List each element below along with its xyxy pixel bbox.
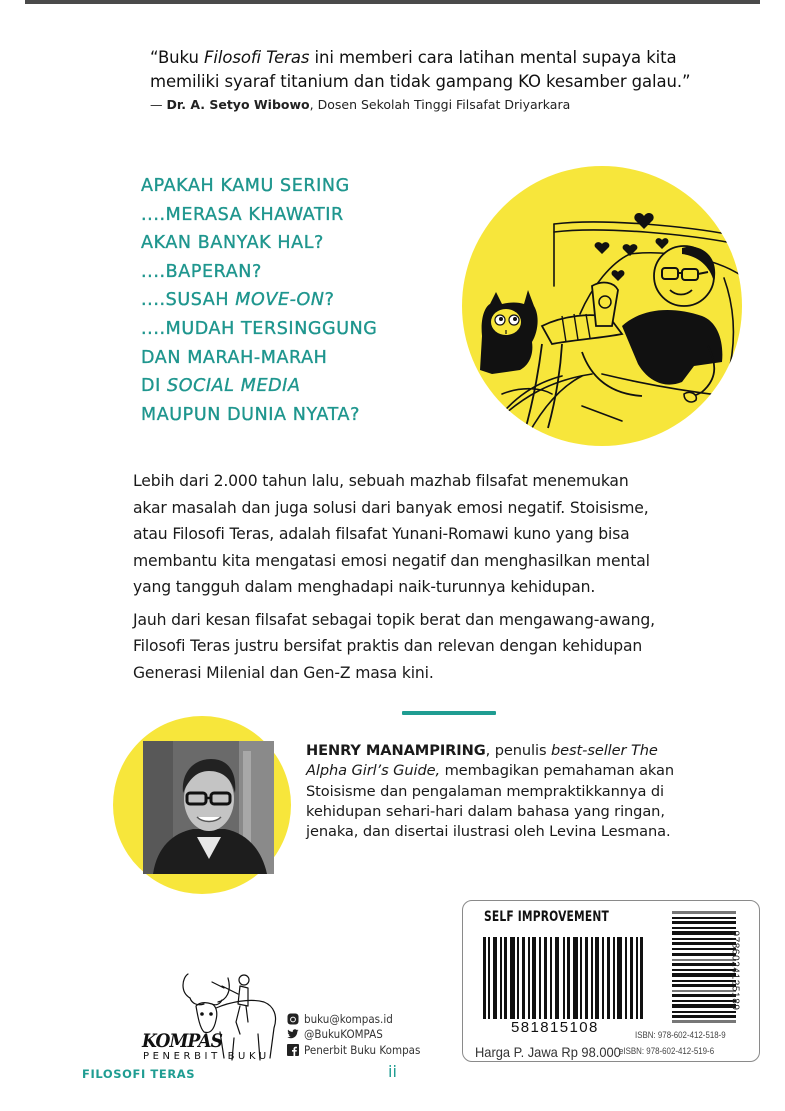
- description-paragraph-2: [133, 607, 733, 687]
- question-list: [141, 172, 461, 429]
- description-line: yang tangguh dalam menghadapi naik-turunnya kehidupan.: [133, 578, 596, 596]
- quote-text: ini memberi cara latihan mental supaya kita: [309, 48, 677, 67]
- attribution-name: Dr. A. Setyo Wibowo: [166, 97, 310, 112]
- bio-line: jenaka, dan disertai ilustrasi oleh Levina Lesmana.: [306, 823, 671, 841]
- question-italic: MOVE-ON: [235, 290, 325, 311]
- inventory-barcode-number: 581815108: [511, 1019, 599, 1036]
- question-text: ?: [324, 290, 335, 311]
- isbn-barcode: [672, 911, 736, 1023]
- question-italic: SOCIAL MEDIA: [167, 376, 301, 397]
- quote-line-1: [150, 46, 750, 70]
- isbn-barcode-digits: 9786024125189: [729, 930, 741, 1011]
- author-bio: [306, 741, 756, 842]
- description-line: atau Filosofi Teras, adalah filsafat Yunani-Romawi kuno yang bisa: [133, 525, 630, 543]
- illustration-circle: [462, 166, 742, 446]
- description: [133, 468, 733, 686]
- quote-book-title: Filosofi Teras: [203, 48, 310, 67]
- contact-facebook[interactable]: [287, 1042, 433, 1058]
- contact-twitter[interactable]: [287, 1027, 433, 1043]
- price-sticker: [462, 900, 760, 1062]
- bio-line: kehidupan sehari-hari dalam bahasa yang ringan,: [306, 802, 665, 820]
- description-line: Lebih dari 2.000 tahun lalu, sebuah mazhab filsafat menemukan: [133, 472, 629, 490]
- publisher-subtitle: PENERBIT BUKU: [143, 1051, 270, 1062]
- email-icon: [287, 1013, 299, 1025]
- bio-line: [306, 741, 756, 761]
- bio-text: , penulis: [485, 742, 551, 759]
- attribution-dash: —: [150, 97, 167, 112]
- attribution-role: , Dosen Sekolah Tinggi Filsafat Driyarkara: [309, 97, 571, 112]
- kompas-wordmark: KOMPAS: [142, 1030, 223, 1052]
- bio-italic: best-seller The: [551, 742, 658, 759]
- contact-twitter-text[interactable]: @BukuKOMPAS: [304, 1027, 383, 1042]
- contact-email[interactable]: [287, 1011, 433, 1027]
- section-divider: [402, 711, 496, 715]
- author-photo: [143, 741, 274, 874]
- endorsement-quote: [150, 46, 750, 114]
- twitter-icon: [287, 1028, 299, 1040]
- bio-line: [306, 761, 756, 781]
- description-line: Generasi Milenial dan Gen-Z masa kini.: [133, 663, 434, 682]
- question-line: ....MUDAH TERSINGGUNG: [141, 318, 378, 339]
- description-line: membantu kita mengatasi emosi negatif dan menghasilkan mental: [133, 551, 650, 570]
- author-name: HENRY MANAMPIRING: [306, 742, 486, 759]
- description-line: Jauh dari kesan filsafat sebagai topik berat dan mengawang-awang,: [133, 610, 655, 629]
- facebook-icon: [287, 1044, 299, 1056]
- contact-email-text[interactable]: buku@kompas.id: [304, 1011, 393, 1026]
- footer-book-title: FILOSOFI TERAS: [82, 1067, 196, 1081]
- author-portrait: [143, 741, 274, 874]
- question-line: AKAN BANYAK HAL?: [141, 233, 324, 254]
- quote-attribution: [150, 96, 750, 114]
- question-line: ....BAPERAN?: [141, 261, 262, 282]
- man-in-bed-illustration: [462, 166, 742, 446]
- inventory-barcode: [483, 937, 643, 1019]
- isbn-label: ISBN: 978-602-412-518-9: [635, 1030, 726, 1040]
- bio-line: Stoisisme dan pengalaman mempraktikkannya di: [306, 782, 664, 800]
- top-bar: [25, 0, 760, 4]
- quote-text: “Buku: [150, 48, 204, 67]
- publisher-contacts: [287, 1011, 433, 1058]
- bio-text: membagikan pemahaman akan: [440, 762, 675, 780]
- page-number: ii: [388, 1062, 397, 1081]
- description-paragraph-1: [133, 468, 733, 601]
- quote-line-2: memiliki syaraf titanium dan tidak gampang KO kesamber galau.”: [150, 72, 691, 91]
- question-line: APAKAH KAMU SERING: [141, 176, 350, 196]
- eisbn-label: eISBN: 978-602-412-519-6: [619, 1046, 715, 1056]
- description-line: Filosofi Teras justru bersifat praktis dan relevan dengan kehidupan: [133, 637, 643, 655]
- question-line: MAUPUN DUNIA NYATA?: [141, 404, 360, 425]
- contact-facebook-text[interactable]: Penerbit Buku Kompas: [304, 1042, 421, 1057]
- question-line: DAN MARAH-MARAH: [141, 347, 328, 368]
- question-text: DI: [141, 376, 167, 397]
- price-label: Harga P. Jawa Rp 98.000: [475, 1044, 621, 1060]
- question-text: ....SUSAH: [141, 290, 236, 311]
- category-label: SELF IMPROVEMENT: [484, 909, 609, 925]
- question-line: ....MERASA KHAWATIR: [141, 204, 344, 225]
- question-line: [141, 286, 461, 315]
- question-line: [141, 372, 461, 401]
- description-line: akar masalah dan juga solusi dari banyak emosi negatif. Stoisisme,: [133, 498, 649, 517]
- bio-italic: Alpha Girl’s Guide,: [306, 762, 441, 780]
